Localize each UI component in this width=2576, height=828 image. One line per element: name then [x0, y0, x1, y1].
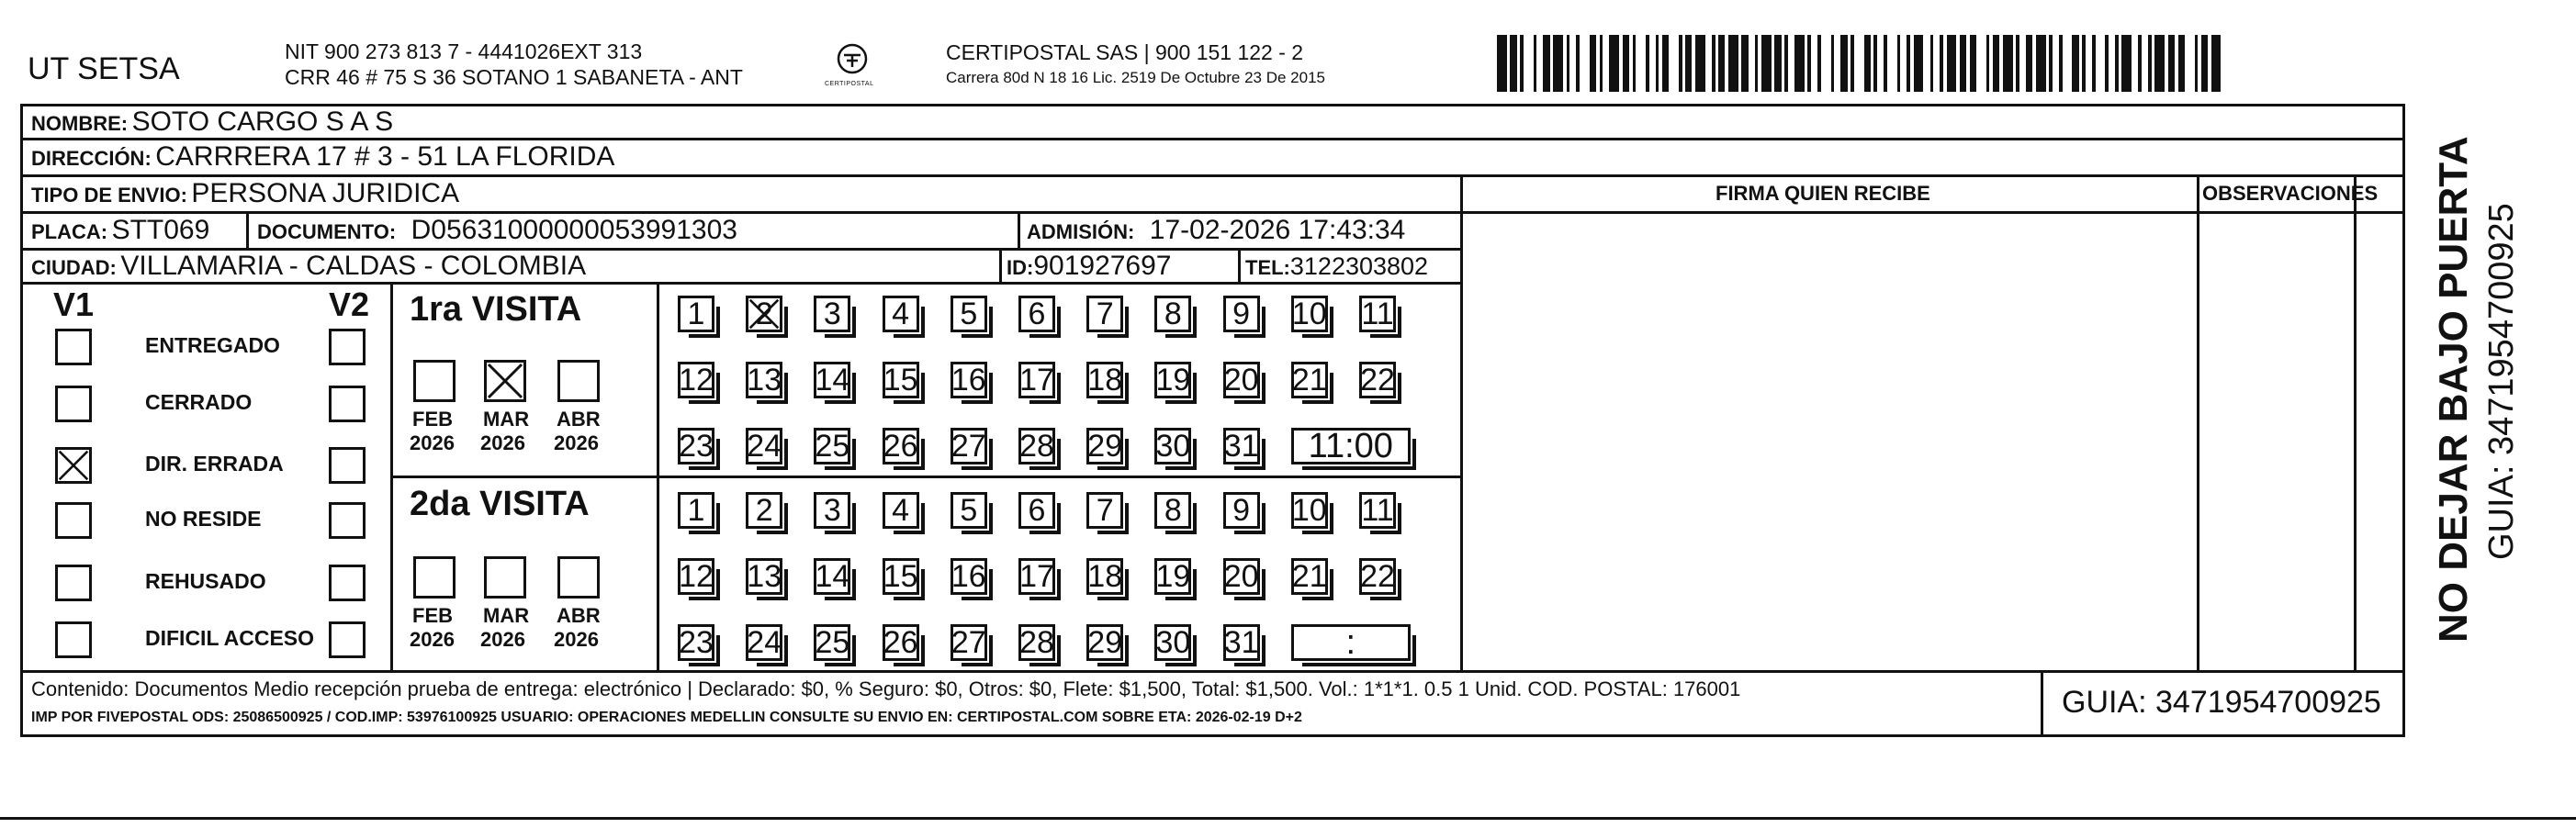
no-dejar-text: NO DEJAR BAJO PUERTA	[2431, 136, 2476, 643]
month-checkbox[interactable]	[557, 360, 600, 402]
barcode-bar	[1741, 35, 1748, 92]
barcode-bar	[1520, 35, 1524, 92]
barcode-bar	[1497, 35, 1507, 92]
id-row	[1007, 252, 1172, 280]
barcode-bar	[1884, 35, 1887, 92]
day-number: 1	[687, 297, 705, 331]
day-number: 29	[1087, 625, 1123, 660]
day-box[interactable]	[1154, 296, 1191, 332]
day-number: 5	[960, 493, 978, 528]
status-label: NO RESIDE	[145, 507, 262, 531]
year-label: 2026	[554, 431, 599, 454]
barcode-bar	[1907, 35, 1910, 92]
barcode-bar	[2003, 35, 2013, 92]
tel-row	[1245, 254, 1428, 279]
barcode-bar	[2016, 35, 2019, 92]
day-number: 6	[1028, 297, 1046, 331]
month-label: MAR	[483, 604, 530, 627]
day-box[interactable]	[883, 428, 919, 464]
day-number: 21	[1291, 363, 1327, 397]
month-checkbox[interactable]	[557, 556, 600, 599]
barcode-bar	[1930, 35, 1934, 92]
day-box[interactable]	[1223, 624, 1260, 661]
v1-checkbox[interactable]	[55, 502, 92, 539]
day-number: 6	[1028, 493, 1046, 528]
v2-checkbox[interactable]	[329, 329, 366, 365]
barcode-bar	[1873, 35, 1877, 92]
day-box[interactable]	[1086, 492, 1123, 529]
barcode-bar	[1695, 35, 1705, 92]
barcode-bar	[1600, 35, 1603, 92]
day-box[interactable]	[814, 362, 850, 398]
ciudad-value: VILLAMARIA - CALDAS - COLOMBIA	[120, 251, 587, 281]
barcode-bar	[1712, 35, 1715, 92]
day-number: 15	[883, 559, 918, 594]
placa-label: PLACA:	[31, 220, 108, 243]
v1-checkbox[interactable]	[55, 565, 92, 601]
day-number: 19	[1155, 559, 1191, 594]
day-number: 9	[1232, 493, 1251, 528]
day-number: 29	[1087, 429, 1123, 464]
id-label: ID:	[1007, 256, 1034, 279]
v1-checkbox[interactable]	[55, 621, 92, 658]
day-number: 23	[679, 429, 714, 464]
documento-value: D05631000000053991303	[411, 215, 737, 245]
day-box[interactable]	[1154, 428, 1191, 464]
barcode-bar	[1679, 35, 1682, 92]
v1-header: V1	[53, 285, 95, 323]
nit-line: NIT 900 273 813 7 - 4441026EXT 313	[285, 39, 643, 63]
day-box[interactable]	[814, 296, 850, 332]
day-box[interactable]	[1086, 296, 1123, 332]
tipo-value: PERSONA JURIDICA	[191, 178, 460, 208]
day-box[interactable]	[746, 362, 782, 398]
barcode-bar	[1656, 35, 1659, 92]
license-line: Carrera 80d N 18 16 Lic. 2519 De Octubre 23 De 2015	[946, 69, 1325, 86]
day-box[interactable]	[1359, 296, 1396, 332]
day-box[interactable]	[1223, 296, 1260, 332]
barcode-bar	[2211, 35, 2222, 92]
month-checkbox[interactable]	[484, 556, 526, 599]
day-box[interactable]	[951, 296, 987, 332]
time-box[interactable]	[1291, 624, 1411, 661]
certipostal-logo-text: CERTIPOSTAL	[825, 81, 874, 87]
day-number: 22	[1360, 363, 1395, 397]
month-label: FEB	[412, 604, 453, 627]
day-box[interactable]	[1223, 362, 1260, 398]
time-value: 11:00	[1308, 427, 1393, 465]
admision-value: 17-02-2026 17:43:34	[1149, 215, 1406, 245]
day-number: 20	[1223, 363, 1259, 397]
barcode-bar	[1728, 35, 1738, 92]
barcode-bar	[2049, 35, 2053, 92]
day-number: 17	[1019, 559, 1054, 594]
day-box[interactable]	[951, 362, 987, 398]
day-number: 14	[815, 559, 850, 594]
barcode-bar	[1755, 35, 1759, 92]
day-number: 8	[1164, 493, 1182, 528]
day-box[interactable]	[746, 428, 782, 464]
tipo-row	[31, 180, 459, 207]
status-label: CERRADO	[145, 390, 253, 414]
day-number: 26	[883, 625, 918, 660]
barcode-bar	[1864, 35, 1871, 92]
day-box[interactable]	[1018, 558, 1055, 595]
month-label: ABR	[557, 408, 601, 431]
day-number: 4	[892, 297, 910, 331]
barcode-bar	[1633, 35, 1637, 92]
barcode-bar	[2026, 35, 2032, 92]
day-box[interactable]	[1154, 362, 1191, 398]
day-number: 18	[1087, 559, 1123, 594]
documento-row	[257, 217, 737, 244]
v2-checkbox[interactable]	[329, 621, 366, 658]
day-box[interactable]	[1359, 558, 1396, 595]
day-box[interactable]	[1359, 492, 1396, 529]
tel-value: 3122303802	[1289, 252, 1429, 280]
day-box[interactable]	[951, 428, 987, 464]
day-number: 2	[755, 493, 773, 528]
status-label: DIFICIL ACCESO	[145, 626, 315, 650]
day-number: 2	[755, 297, 773, 331]
barcode-bar	[2105, 35, 2109, 92]
day-box[interactable]	[678, 558, 714, 595]
barcode-bar	[1840, 35, 1847, 92]
day-number: 5	[960, 297, 978, 331]
barcode-bar	[1761, 35, 1772, 92]
barcode-bar	[1774, 35, 1781, 92]
day-number: 23	[679, 625, 714, 660]
day-box[interactable]	[883, 624, 919, 661]
footer-guia: GUIA: 3471954700925	[2062, 685, 2381, 720]
nombre-row	[31, 108, 393, 136]
ciudad-label: CIUDAD:	[31, 256, 117, 279]
v2-checkbox[interactable]	[329, 565, 366, 601]
barcode-bar	[2154, 35, 2165, 92]
direccion-label: DIRECCIÓN:	[31, 147, 152, 170]
barcode-bar	[1897, 35, 1901, 92]
day-box[interactable]	[883, 492, 919, 529]
day-box[interactable]	[678, 492, 714, 529]
barcode-bar	[1590, 35, 1596, 92]
day-number: 27	[951, 625, 986, 660]
barcode-bar	[1646, 35, 1649, 92]
barcode-bar	[1609, 35, 1619, 92]
barcode-bar	[2092, 35, 2096, 92]
month-checkbox[interactable]	[413, 360, 456, 402]
company-name: UT SETSA	[28, 51, 180, 86]
day-box[interactable]	[678, 428, 714, 464]
day-number: 7	[1096, 297, 1114, 331]
barcode-bar	[1534, 35, 1537, 92]
time-box[interactable]	[1291, 428, 1411, 464]
placa-value: STT069	[111, 215, 210, 245]
bottom-rule	[0, 817, 2576, 820]
barcode-bar	[1510, 35, 1516, 92]
day-number: 16	[951, 363, 986, 397]
nombre-value: SOTO CARGO S A S	[131, 106, 394, 137]
barcode-bar	[1850, 35, 1854, 92]
barcode-bar	[1947, 35, 1957, 92]
address-line: CRR 46 # 75 S 36 SOTANO 1 SABANETA - ANT	[285, 65, 743, 89]
year-label: 2026	[480, 431, 525, 454]
day-box[interactable]	[1018, 428, 1055, 464]
day-number: 28	[1019, 429, 1054, 464]
barcode-bar	[2036, 35, 2046, 92]
day-box[interactable]	[746, 492, 782, 529]
day-box[interactable]	[883, 558, 919, 595]
v2-checkbox[interactable]	[329, 386, 366, 422]
barcode-bar	[2168, 35, 2175, 92]
barcode-bar	[1685, 35, 1692, 92]
v1-checkbox[interactable]	[55, 386, 92, 422]
day-box[interactable]	[814, 624, 850, 661]
day-box[interactable]	[1291, 362, 1328, 398]
barcode-bar	[1543, 35, 1549, 92]
day-box[interactable]	[1154, 492, 1191, 529]
day-number: 17	[1019, 363, 1054, 397]
day-box[interactable]	[746, 624, 782, 661]
ciudad-row	[31, 252, 586, 280]
day-box[interactable]	[1086, 362, 1123, 398]
day-box[interactable]	[1223, 558, 1260, 595]
day-number: 30	[1155, 429, 1191, 464]
barcode-bar	[1794, 35, 1805, 92]
day-number: 3	[823, 297, 841, 331]
day-box[interactable]	[1359, 362, 1396, 398]
visit2-title: 2da VISITA	[410, 485, 590, 523]
barcode-bar	[1718, 35, 1725, 92]
barcode-bar	[1567, 35, 1570, 92]
day-box[interactable]	[746, 558, 782, 595]
id-value: 901927697	[1033, 251, 1172, 281]
day-number: 16	[951, 559, 986, 594]
day-box[interactable]	[1086, 428, 1123, 464]
year-label: 2026	[410, 628, 455, 651]
day-number: 7	[1096, 493, 1114, 528]
year-label: 2026	[554, 628, 599, 651]
day-box[interactable]	[1018, 492, 1055, 529]
day-box[interactable]	[1018, 362, 1055, 398]
status-label: DIR. ERRADA	[145, 452, 284, 476]
barcode	[1497, 35, 2177, 92]
day-box[interactable]	[1018, 624, 1055, 661]
day-box[interactable]	[814, 492, 850, 529]
month-label: MAR	[483, 408, 530, 431]
day-number: 8	[1164, 297, 1182, 331]
barcode-bar	[2201, 35, 2208, 92]
day-box[interactable]	[1018, 296, 1055, 332]
day-box[interactable]	[1086, 624, 1123, 661]
day-number: 31	[1223, 625, 1259, 660]
day-box[interactable]	[814, 558, 850, 595]
day-number: 24	[747, 625, 782, 660]
barcode-bar	[2138, 35, 2142, 92]
tipo-label: TIPO DE ENVIO:	[31, 184, 187, 207]
barcode-bar	[1817, 35, 1821, 92]
documento-label: DOCUMENTO:	[257, 220, 397, 243]
year-label: 2026	[410, 431, 455, 454]
day-number: 4	[892, 493, 910, 528]
day-box-checked[interactable]	[746, 296, 782, 332]
day-box[interactable]	[1086, 558, 1123, 595]
barcode-bar	[2059, 35, 2063, 92]
direccion-value: CARRRERA 17 # 3 - 51 LA FLORIDA	[155, 141, 615, 172]
day-box[interactable]	[951, 492, 987, 529]
day-number: 10	[1291, 297, 1327, 331]
day-box[interactable]	[1291, 296, 1328, 332]
barcode-bar	[1986, 35, 1990, 92]
placa-row	[31, 217, 209, 244]
certipostal-line: CERTIPOSTAL SAS | 900 151 122 - 2	[946, 40, 1304, 64]
tel-label: TEL:	[1245, 256, 1290, 279]
barcode-bar	[1831, 35, 1835, 92]
day-box[interactable]	[678, 624, 714, 661]
month-label: ABR	[557, 604, 601, 627]
day-box[interactable]	[1223, 492, 1260, 529]
contenido-line: Contenido: Documentos Medio recepción prueba de entrega: electrónico | Declarado: $0, % Seguro: $0, Otros: $0, Flete: $1,500, Total: $1,500. Vol.: 1*1*1. 0.5 1 Unid. COD. POSTAL: 176001	[31, 677, 1741, 700]
barcode-bar	[1623, 35, 1629, 92]
barcode-bar	[1553, 35, 1563, 92]
day-number: 14	[815, 363, 850, 397]
barcode-bar	[2115, 35, 2119, 92]
barcode-bar	[1940, 35, 1943, 92]
v1-checkbox-checked[interactable]	[55, 447, 92, 484]
barcode-bar	[1993, 35, 1999, 92]
status-label: REHUSADO	[145, 569, 266, 593]
barcode-bar	[2121, 35, 2132, 92]
day-number: 26	[883, 429, 918, 464]
barcode-bar	[1970, 35, 1976, 92]
barcode-bar	[1960, 35, 1966, 92]
day-number: 1	[687, 493, 705, 528]
day-number: 10	[1291, 493, 1327, 528]
year-label: 2026	[480, 628, 525, 651]
day-box[interactable]	[678, 362, 714, 398]
day-number: 12	[679, 559, 714, 594]
barcode-bar	[1662, 35, 1669, 92]
side-guia: GUIA: 3471954700925	[2482, 203, 2521, 560]
day-box[interactable]	[1223, 428, 1260, 464]
firma-header: FIRMA QUIEN RECIBE	[1715, 182, 1930, 205]
day-number: 20	[1223, 559, 1259, 594]
day-number: 30	[1155, 625, 1191, 660]
day-number: 24	[747, 429, 782, 464]
time-value: :	[1345, 623, 1356, 662]
day-number: 9	[1232, 297, 1251, 331]
day-box[interactable]	[1291, 558, 1328, 595]
day-number: 25	[815, 625, 850, 660]
v2-header: V2	[329, 285, 370, 323]
imp-line: IMP POR FIVEPOSTAL ODS: 25086500925 / COD.IMP: 53976100925 USUARIO: OPERACIONES MEDELLIN CONSULTE SU ENVIO EN: CERTIPOSTAL.COM SOBRE ETA: 2026-02-19 D+2	[31, 710, 1302, 725]
nombre-label: NOMBRE:	[31, 112, 129, 135]
day-number: 25	[815, 429, 850, 464]
day-number: 19	[1155, 363, 1191, 397]
day-box[interactable]	[1154, 558, 1191, 595]
day-number: 12	[679, 363, 714, 397]
day-number: 11	[1361, 493, 1394, 528]
barcode-bar	[2072, 35, 2078, 92]
visit1-title: 1ra VISITA	[410, 290, 582, 329]
day-number: 28	[1019, 625, 1054, 660]
v2-checkbox[interactable]	[329, 502, 366, 539]
admision-label: ADMISIÓN:	[1027, 220, 1135, 243]
barcode-bar	[1784, 35, 1788, 92]
month-checkbox-checked[interactable]	[484, 360, 526, 402]
day-box[interactable]	[678, 296, 714, 332]
day-number: 11	[1361, 297, 1394, 331]
month-label: FEB	[412, 408, 453, 431]
barcode-bar	[2082, 35, 2086, 92]
barcode-bar	[2178, 35, 2185, 92]
day-box[interactable]	[883, 296, 919, 332]
day-box[interactable]	[1154, 624, 1191, 661]
barcode-bar	[1807, 35, 1811, 92]
month-checkbox[interactable]	[413, 556, 456, 599]
day-number: 15	[883, 363, 918, 397]
day-number: 3	[823, 493, 841, 528]
day-box[interactable]	[951, 624, 987, 661]
barcode-bar	[1576, 35, 1580, 92]
status-label: ENTREGADO	[145, 333, 280, 357]
day-number: 13	[747, 559, 782, 594]
day-number: 13	[747, 363, 782, 397]
day-box[interactable]	[883, 362, 919, 398]
admision-row	[1027, 217, 1405, 244]
day-box[interactable]	[951, 558, 987, 595]
barcode-bar	[2195, 35, 2199, 92]
day-number: 22	[1360, 559, 1395, 594]
observaciones-header: OBSERVACIONES	[2202, 182, 2379, 205]
barcode-bar	[1914, 35, 1924, 92]
day-box[interactable]	[1291, 492, 1328, 529]
barcode-bar	[2148, 35, 2152, 92]
day-number: 31	[1223, 429, 1259, 464]
v1-checkbox[interactable]	[55, 329, 92, 365]
day-number: 27	[951, 429, 986, 464]
v2-checkbox[interactable]	[329, 447, 366, 484]
day-number: 21	[1291, 559, 1327, 594]
day-number: 18	[1087, 363, 1123, 397]
direccion-row	[31, 143, 614, 171]
day-box[interactable]	[814, 428, 850, 464]
